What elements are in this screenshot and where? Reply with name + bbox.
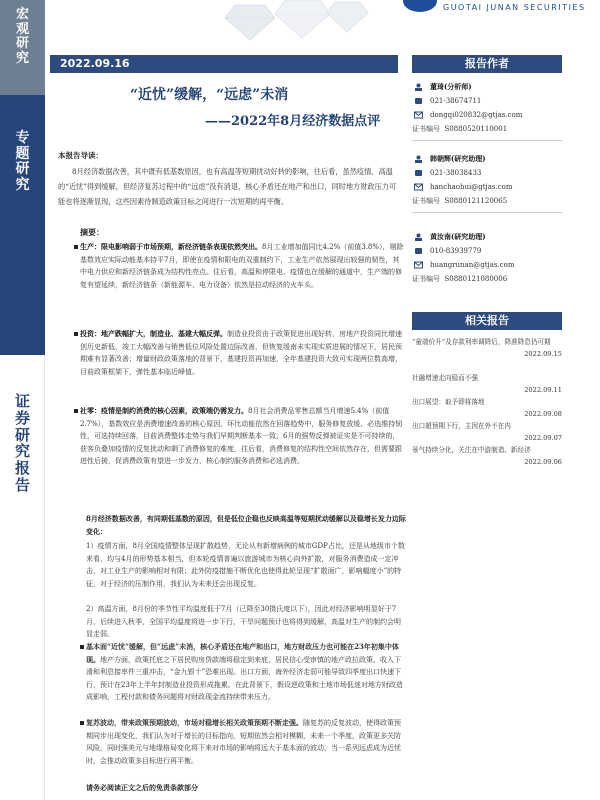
cert-label: 证书编号 [412, 197, 440, 205]
vertical-label-report: 证 券 研 究 报 告 [14, 392, 30, 494]
email-icon [414, 261, 423, 269]
bullet-icon [74, 409, 78, 413]
cert-label: 证书编号 [412, 275, 440, 283]
summary-paragraph-epidemic: 1）疫情方面，8月全国疫情整体呈现扩散趋势，无论从有新增病例的城市GDP占比，还是从地级市个数来看，均与4月的形势基本相当，但本轮疫情普遍以旅游城市为核心向外扩散，对服务消费造成一定冲击，对工业生产的影响相对有限；此外防疫措施不断优化也使得此轮呈现“扩散面广，影响幅度小”的特征，对于经济的压制作用，我们认为未来还会出现反复。 [86, 542, 405, 588]
related-report-title[interactable]: 出口展望：取予即将落地 [412, 398, 485, 406]
disclaimer-footnote: 请务必阅读正文之后的免责条款部分 [86, 783, 198, 792]
bullet-icon [74, 332, 78, 336]
summary-paragraph-fundamentals [86, 641, 406, 704]
bullet-icon [80, 721, 84, 725]
cert-number: S0880121080006 [444, 275, 508, 283]
related-report-item[interactable] [412, 336, 572, 360]
phone-icon [414, 97, 423, 105]
email-icon [414, 111, 423, 119]
related-report-date: 2022.09.08 [524, 410, 562, 418]
bullet-icon [80, 645, 84, 649]
related-report-item[interactable] [412, 420, 572, 444]
related-report-date: 2022.09.15 [524, 350, 562, 358]
divider [412, 212, 562, 213]
related-report-title[interactable]: 社融增速走向稳而不强 [412, 374, 478, 382]
report-title: “近忧”缓解，“远虑”未消 [130, 87, 289, 103]
related-report-date: 2022.09.06 [524, 458, 562, 466]
band-bottom-section [0, 355, 45, 800]
bullet-icon [74, 245, 78, 249]
abstract-heading: 摘要： [80, 227, 104, 237]
abstract-item-production [80, 241, 405, 291]
band-mid-section [0, 95, 45, 355]
abstract-item-text: 8月社会消费品零售总额当月增速5.4%（前值2.7%），基数效应是消费增速改善的核心原因，环比动能依然在回落趋势中，服务修复放缓、必选维持韧性，可选持续回落，目前消费整体走势与我们早期判断基本一致，6月的强势反弹被证实是不可持续的，获客负叠加疫情的反复扰动和剩了消费修复的难度，往后看，消费修复的结构性空间依然存在，但需要跟进性后援，促消费政策有望进一步发力，核心制约服务消费和必选消费。 [80, 407, 403, 465]
analyst-email-link[interactable]: hanchaohui@gtjas.com [430, 183, 513, 191]
divider [412, 140, 562, 141]
report-date: 2022.09.16 [50, 55, 398, 73]
analyst-phone: 010-83939779 [430, 247, 482, 255]
abstract-item-heading: 投资：地产跌幅扩大，制造业、基建大幅反弹。 [80, 329, 227, 338]
abstract-item-text: 制造业投资由于政策促进出现好转，房地产投资同比增速创历史新低，竣工大幅改善与销售低位风险处置边际改善，但恢复缓南未实现实质进展的情况下，居民预期难有显著改善；增量财政政策落地的背景下，基建投资再加速，全年基建投资大致可实现两位数高增，目前政策框架下，弹性基本临近峰值。 [80, 330, 402, 376]
phone-icon [414, 169, 423, 177]
related-report-date: 2022.09.11 [524, 386, 562, 394]
analyst-name: 董琦(分析师) [430, 82, 472, 91]
analyst-email-link[interactable]: dongqi020832@gtjas.com [430, 111, 523, 119]
person-icon [414, 83, 423, 91]
abstract-item-investment [80, 328, 405, 378]
cert-number: S0880520110001 [444, 125, 508, 133]
related-report-title[interactable]: 出口超预期下行，主因在外不在内 [412, 422, 511, 430]
diamond-decoration-icon [205, 0, 405, 42]
vertical-label-macro: 宏 观 研 究 [15, 7, 29, 66]
abstract-item-heading: 生产：限电影响弱于市场预期，新经济链条表现依然突出。 [80, 242, 262, 251]
email-icon [414, 183, 423, 191]
abstract-item-heading: 社零：疫情是制约消费的核心因素，政策端仍需发力。 [80, 406, 248, 415]
cert-number: S0880121120065 [444, 197, 508, 205]
analyst-name: 韩朝辉(研究助理) [430, 154, 486, 163]
vertical-label-topic: 专 题 研 究 [15, 130, 30, 194]
related-report-item[interactable] [412, 444, 572, 468]
analysts-heading: 报告作者 [412, 55, 562, 73]
paragraph-heading: 复苏波动，带来政策预期波动，市场对稳增长相关政策预期不断走强。 [86, 718, 303, 727]
company-logo [395, 0, 600, 18]
analyst-phone: 021-38038433 [430, 169, 482, 177]
report-subtitle: ——2022年8月经济数据点评 [205, 114, 381, 129]
paragraph-text: 地产方面，政策托底之下居民购房贷款端将稳定到来底，居民信心受审慎的地产政拉政策、收入下滑和利息接率件三重冲击，“金九银十”恐难出现。出口方面，海外经济走弱可能导致四季度出口快速下行，预计在23年上半年封制造业投资形成拖累。在此背景下，假设逆政策和土地市场低迷对地方财政造成影响，工程付款和债务问题将对财政现金流持续带来压力。 [86, 655, 403, 701]
cert-label: 证书编号 [412, 125, 440, 133]
analyst-email-link[interactable]: huangrunan@gtjas.com [430, 261, 515, 269]
phone-icon [414, 247, 423, 255]
summary-paragraph-policy [86, 717, 406, 767]
analyst-name: 黄汝南(研究助理) [430, 232, 486, 241]
abstract-item-text: 8月工业增加值同比4.2%（前值3.8%），剔除基数效应实际动能基本持平7月，即使在疫情和限电的双重制约下，工业生产依然展现出较强的韧性，其中电力供应和新经济链条成为结构性亮点。往后看，高温和停限电、疫情也在缓解的通道中，生产端的修复有望延续，新经济链条（新能源车、电力设备）依然是拉动经济的火车头。 [80, 243, 404, 289]
logo-mark-icon [403, 0, 437, 12]
related-report-date: 2022.09.07 [524, 434, 562, 442]
guide-text: 8月经济数据改善，其中既有低基数原因，也有高温等短期扰动好转的影响，往后看，虽然疫情、高温的“近忧”得到缓解，但经济复苏过程中的“远虑”没有消退，核心矛盾还在地产和出口，同时地方财政压力可能也将逐渐显现，这些因素待制造政策目标之间进行一次短期的再平衡。 [58, 167, 397, 206]
logo-text: GUOTAI JUNAN SECURITIES [443, 3, 586, 12]
related-report-item[interactable] [412, 396, 572, 420]
analyst-card [412, 152, 582, 208]
related-report-item[interactable] [412, 372, 572, 396]
paragraph-text: 随复苏的反复波动，使得政策预期同步出现变化，我们认为对于增长的目标指向，短期依然会相对模糊，未来一个季度，政策更多关防风险，同时强美元与地缘格局变化将下来对市场的影响将远大于基本面的波动，当一系列远虑成为近忧时，会推动政策多目标进行再平衡。 [86, 719, 401, 765]
summary-box-heading: 8月经济数据改善，有同期低基数的原因，但是低位企稳也反映高温等短期扰动缓解以及稳增长发力边际变化： [86, 514, 406, 536]
analyst-phone: 021-38674711 [430, 97, 482, 105]
summary-paragraph-heat: 2）高温方面，8月份的季节性平均温度低于7月（已降至30摄氏度以下），因此对经济影响明显好于7月，后续进入秋季，全国平均温度将进一步下行，干旱问题预计也将得到缓解，高温对生产的制约会明显走弱。 [86, 605, 401, 638]
guide-heading: 本报告导读： [58, 151, 103, 160]
related-reports-heading: 相关报告 [412, 312, 562, 330]
analyst-card [412, 80, 582, 136]
person-icon [414, 233, 423, 241]
abstract-item-retail [80, 405, 405, 468]
left-vertical-band [0, 0, 45, 800]
related-report-title[interactable]: “童端价升”及存款利率调降后，降准降息仍可期 [412, 338, 551, 346]
person-icon [414, 155, 423, 163]
related-report-title[interactable]: 景气持续分化，关注在中游制造、新经济 [412, 446, 531, 454]
analyst-card [412, 230, 582, 286]
paragraph-heading: 基本面“近忧”缓解，但“远虑”未消，核心矛盾还在地产和出口，地方财政压力也可能在23年初集中体现。 [86, 642, 399, 664]
band-top-section [0, 0, 45, 95]
